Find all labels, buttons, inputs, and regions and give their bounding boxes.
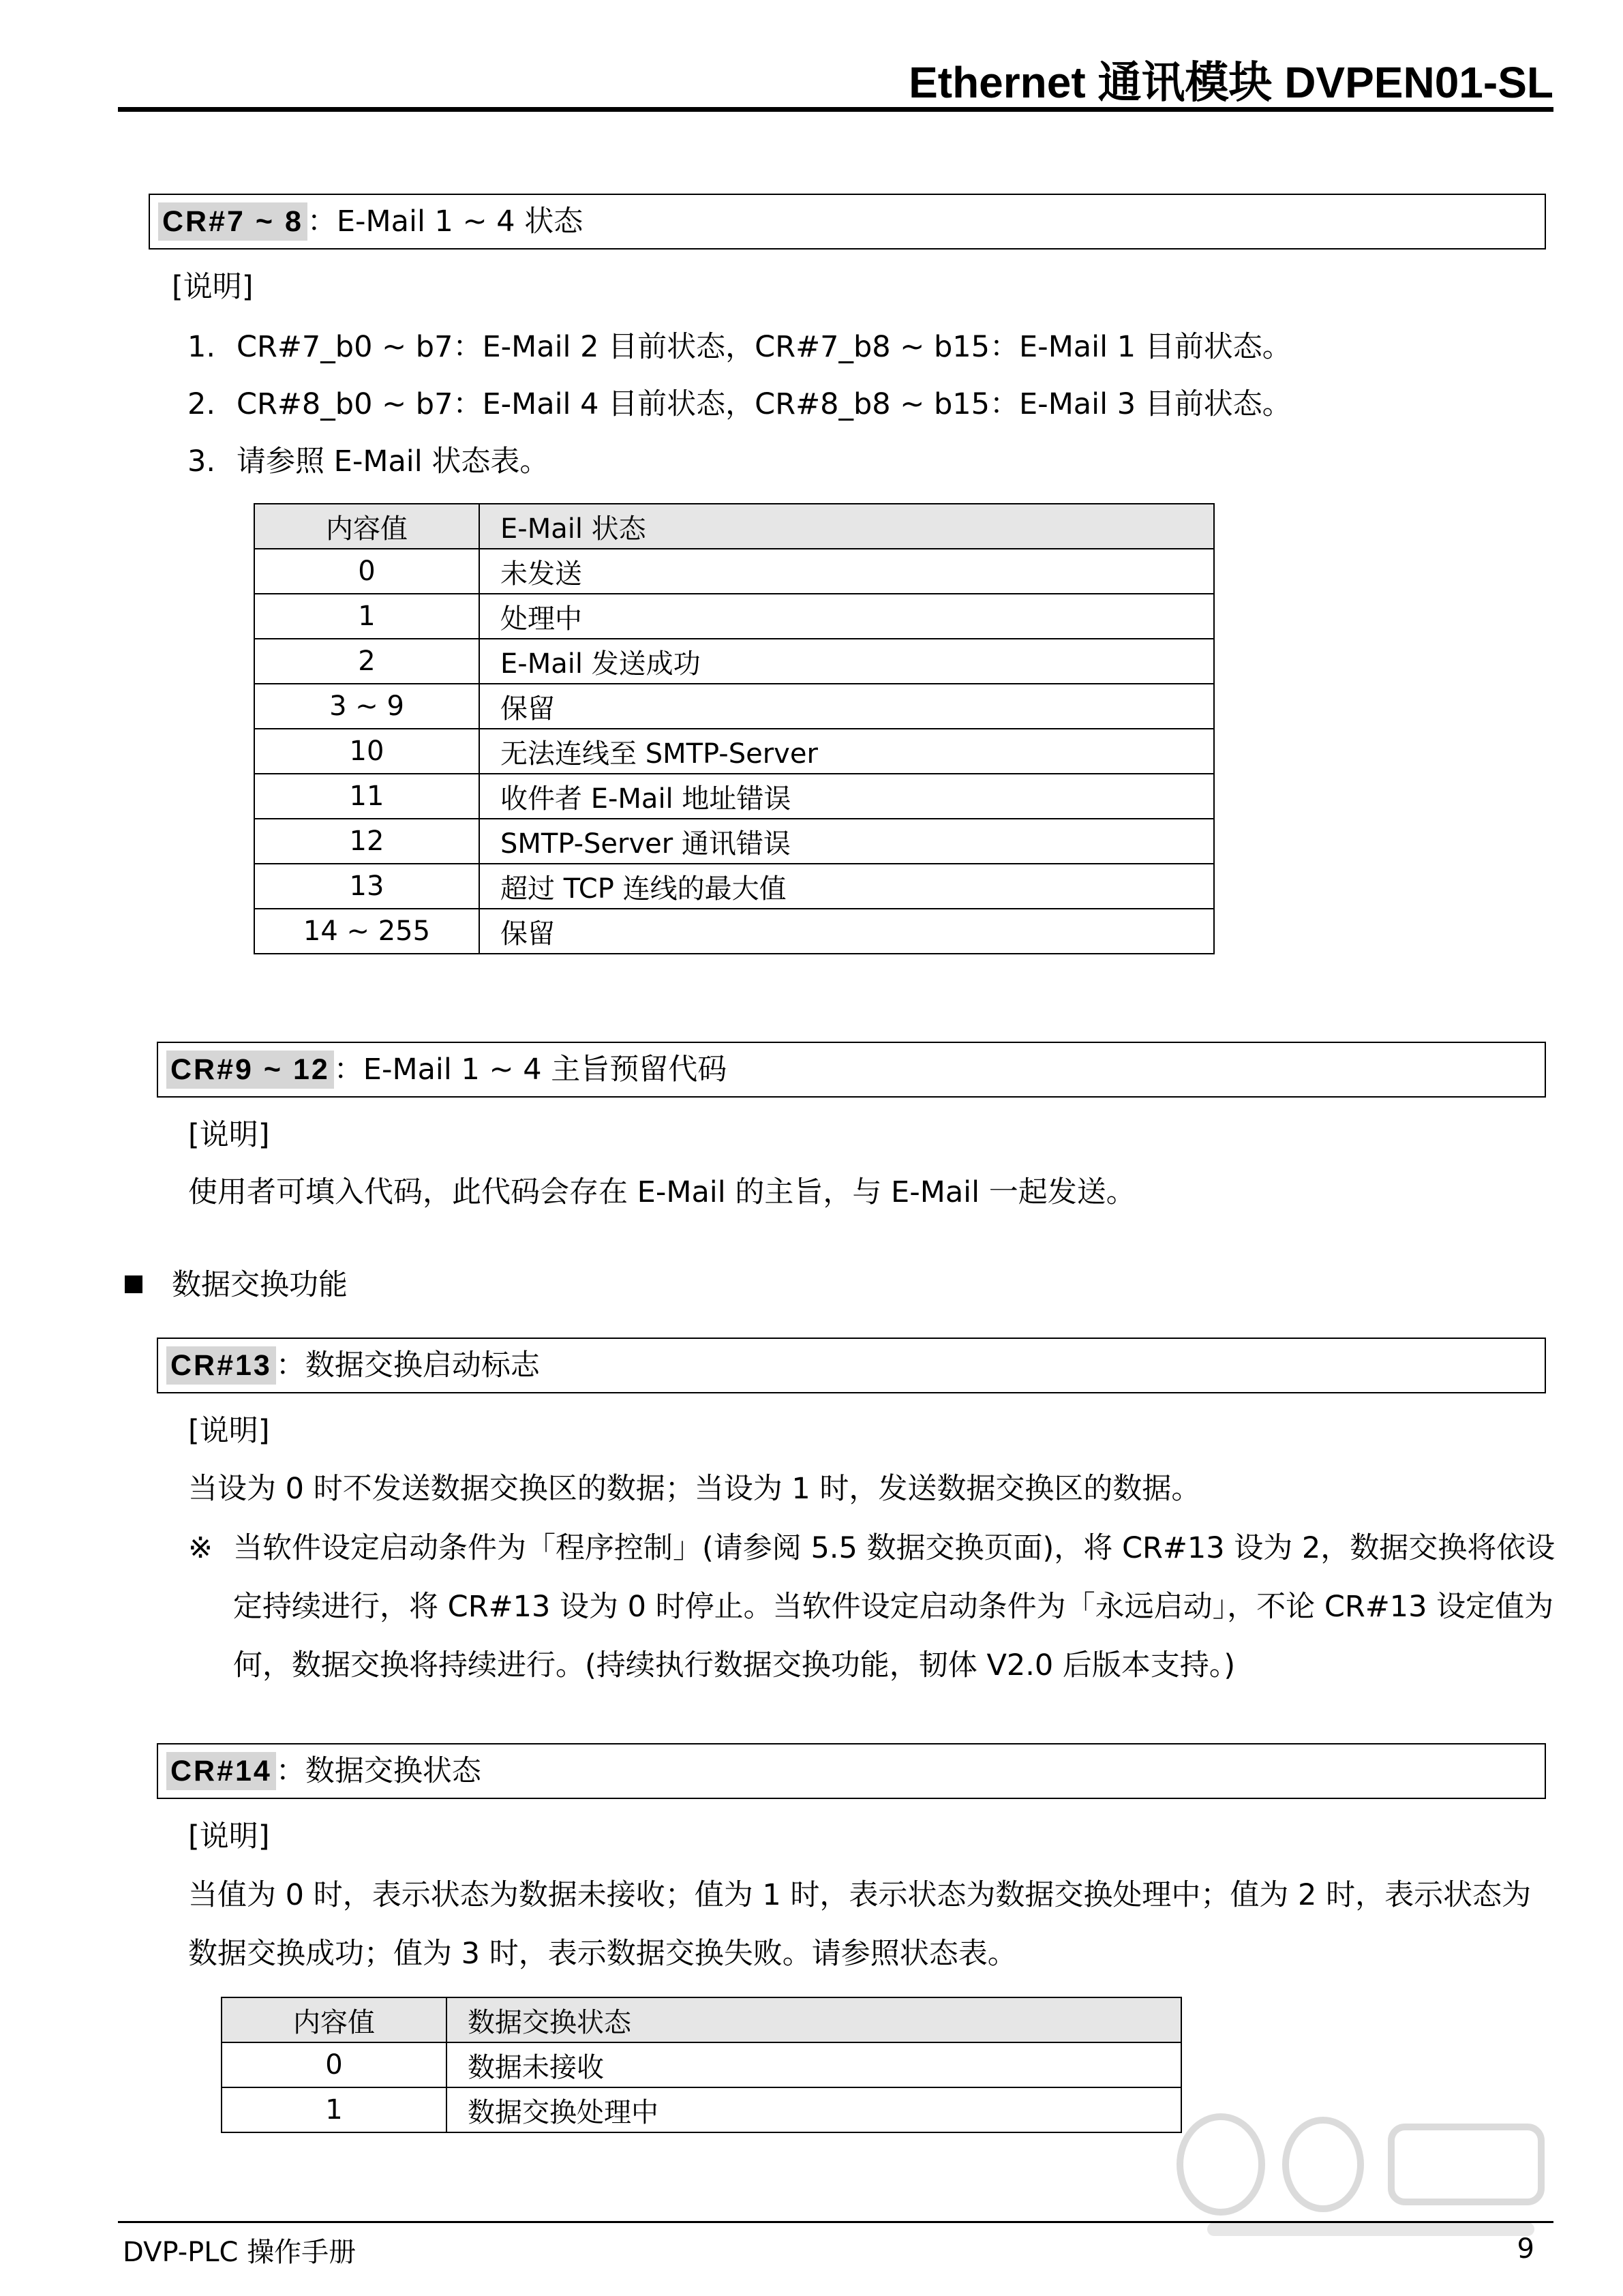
note-line: 定持续进行，将 CR#13 设为 0 时停止。当软件设定启动条件为「永远启动」，不论 CR#13 设定值为 xyxy=(233,1590,1554,1624)
note-label: [说明] xyxy=(188,1118,270,1152)
table-row: 1 数据交换处理中 xyxy=(222,2087,1181,2132)
table-row: 2 E-Mail 发送成功 xyxy=(254,639,1214,684)
table-header-row xyxy=(222,1997,1181,2042)
table-row: 3 ~ 9 保留 xyxy=(254,684,1214,729)
footer-manual-title: DVP-PLC 操作手册 xyxy=(123,2237,357,2268)
email-status-table xyxy=(254,503,1215,954)
paragraph: 当设为 0 时不发送数据交换区的数据；当设为 1 时，发送数据交换区的数据。 xyxy=(188,1472,1201,1506)
table-row: 11 收件者 E-Mail 地址错误 xyxy=(254,774,1214,819)
table-row: 1 处理中 xyxy=(254,594,1214,639)
page-number: 9 xyxy=(1517,2233,1534,2265)
header-rule xyxy=(118,107,1553,112)
section-header-cr9-12 xyxy=(157,1042,1546,1098)
note-label: [说明] xyxy=(188,1414,270,1448)
table-header-cell: 内容值 xyxy=(222,1997,446,2042)
table-row: 0 未发送 xyxy=(254,549,1214,594)
table-header-cell: 数据交换状态 xyxy=(446,1997,1181,2042)
table-header-cell: 内容值 xyxy=(254,504,479,549)
square-bullet-icon xyxy=(125,1275,142,1293)
note-label: [说明] xyxy=(188,1819,270,1854)
table-row: 12 SMTP-Server 通讯错误 xyxy=(254,819,1214,864)
register-label: CR#7 ~ 8 xyxy=(158,202,307,241)
register-label: CR#13 xyxy=(166,1346,276,1385)
note-line: 当软件设定启动条件为「程序控制」(请参阅 5.5 数据交换页面)，将 CR#13 设为 2，数据交换将依设 xyxy=(233,1531,1556,1565)
section-heading: 数据交换功能 xyxy=(172,1268,348,1302)
paragraph-line: 当值为 0 时，表示状态为数据未接收；值为 1 时，表示状态为数据交换处理中；值为 2 时，表示状态为 xyxy=(188,1878,1532,1912)
section-title: ：数据交换启动标志 xyxy=(275,1348,540,1383)
register-label: CR#9 ~ 12 xyxy=(166,1051,334,1089)
note-mark: ※ xyxy=(188,1531,213,1565)
section-header-cr7-8 xyxy=(149,194,1546,250)
footer-rule xyxy=(118,2221,1553,2223)
page-header-title: Ethernet 通讯模块 DVPEN01-SL xyxy=(909,58,1553,107)
list-item: 1. CR#7_b0 ~ b7：E-Mail 2 目前状态，CR#7_b8 ~ b15：E-Mail 1 目前状态。 xyxy=(187,330,1292,364)
section-title: ：E-Mail 1 ~ 4 主旨预留代码 xyxy=(333,1053,727,1087)
paragraph: 使用者可填入代码，此代码会存在 E-Mail 的主旨，与 E-Mail 一起发送。 xyxy=(188,1175,1136,1209)
table-row: 0 数据未接收 xyxy=(222,2042,1181,2087)
section-header-cr13 xyxy=(157,1338,1546,1393)
table-header-row xyxy=(254,504,1214,549)
baidu-watermark-logo xyxy=(1146,2100,1568,2256)
list-item: 2. CR#8_b0 ~ b7：E-Mail 4 目前状态，CR#8_b8 ~ b15：E-Mail 3 目前状态。 xyxy=(187,387,1292,421)
data-exchange-status-table xyxy=(221,1997,1182,2133)
list-item: 3. 请参照 E-Mail 状态表。 xyxy=(187,444,549,479)
register-label: CR#14 xyxy=(166,1752,276,1790)
table-row: 13 超过 TCP 连线的最大值 xyxy=(254,864,1214,909)
table-header-cell: E-Mail 状态 xyxy=(479,504,1214,549)
paragraph-line: 数据交换成功；值为 3 时，表示数据交换失败。请参照状态表。 xyxy=(188,1937,1017,1971)
table-row: 14 ~ 255 保留 xyxy=(254,909,1214,954)
note-label: [说明] xyxy=(172,270,254,304)
section-title: ：数据交换状态 xyxy=(275,1754,481,1788)
section-title: ：E-Mail 1 ~ 4 状态 xyxy=(307,205,583,239)
table-row: 10 无法连线至 SMTP-Server xyxy=(254,729,1214,774)
note-line: 何，数据交换将持续进行。(持续执行数据交换功能，韧体 V2.0 后版本支持。) xyxy=(233,1648,1236,1682)
section-header-cr14 xyxy=(157,1743,1546,1799)
